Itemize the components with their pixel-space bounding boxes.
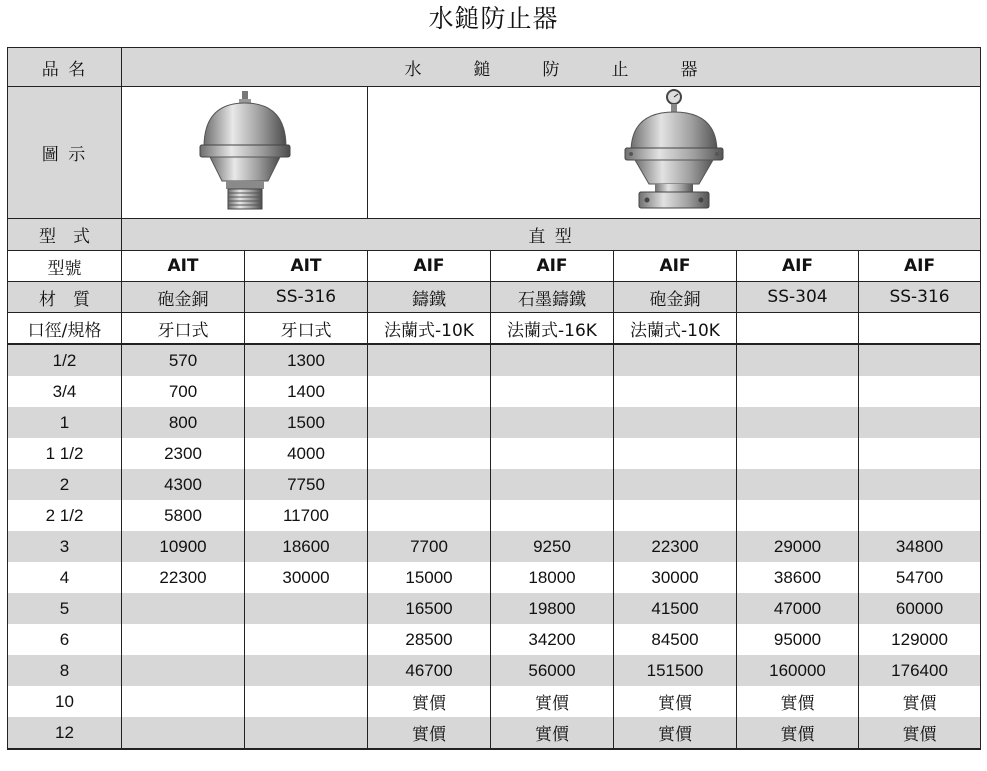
price-cell: 41500	[614, 593, 737, 624]
price-cell	[491, 376, 614, 407]
price-cell	[122, 717, 245, 749]
price-cell: 28500	[368, 624, 491, 655]
table-row	[8, 344, 981, 376]
price-cell: 10900	[122, 531, 245, 562]
price-cell: 實價	[368, 717, 491, 749]
price-cell: 1400	[245, 376, 368, 407]
price-cell	[368, 407, 491, 438]
price-cell	[737, 438, 859, 469]
price-cell	[368, 344, 491, 376]
price-cell	[245, 717, 368, 749]
page-title: 水鎚防止器	[428, 4, 559, 33]
material-cell: SS-316	[245, 282, 368, 313]
price-cell: 實價	[614, 717, 737, 749]
price-cell: 7750	[245, 469, 368, 500]
size-cell: 3	[8, 531, 122, 562]
price-cell: 18000	[491, 562, 614, 593]
price-cell: 1500	[245, 407, 368, 438]
price-cell: 60000	[859, 593, 981, 624]
price-cell: 22300	[122, 562, 245, 593]
price-cell: 實價	[737, 717, 859, 749]
product-name-row	[8, 48, 981, 87]
material-row	[8, 282, 981, 313]
table-row	[8, 686, 981, 717]
table-row	[8, 562, 981, 593]
price-cell: 34200	[491, 624, 614, 655]
material-cell: 砲金銅	[614, 282, 737, 313]
price-cell: 實價	[859, 686, 981, 717]
price-cell	[368, 500, 491, 531]
table-row	[8, 500, 981, 531]
price-cell: 29000	[737, 531, 859, 562]
spec-cell: 法蘭式-10K	[368, 313, 491, 345]
price-cell	[368, 438, 491, 469]
price-cell	[491, 344, 614, 376]
size-cell: 10	[8, 686, 122, 717]
size-cell: 3/4	[8, 376, 122, 407]
spec-cell	[859, 313, 981, 345]
price-cell: 18600	[245, 531, 368, 562]
table-row	[8, 717, 981, 749]
spec-cell: 法蘭式-10K	[614, 313, 737, 345]
price-cell	[245, 655, 368, 686]
model-cell: AIF	[368, 251, 491, 282]
price-cell	[614, 469, 737, 500]
price-cell: 實價	[491, 686, 614, 717]
price-cell	[122, 593, 245, 624]
price-cell	[614, 344, 737, 376]
price-cell: 570	[122, 344, 245, 376]
price-cell	[737, 407, 859, 438]
size-cell: 12	[8, 717, 122, 749]
flanged-arrestor-illustration	[619, 88, 729, 212]
price-cell: 4300	[122, 469, 245, 500]
size-cell: 1 1/2	[8, 438, 122, 469]
price-cell	[859, 407, 981, 438]
price-cell: 38600	[737, 562, 859, 593]
price-cell	[859, 469, 981, 500]
model-cell: AIT	[245, 251, 368, 282]
spec-cell: 法蘭式-16K	[491, 313, 614, 345]
price-cell: 30000	[614, 562, 737, 593]
threaded-arrestor-image	[122, 87, 368, 219]
model-cell: AIT	[122, 251, 245, 282]
price-cell: 實價	[614, 686, 737, 717]
type-row	[8, 219, 981, 251]
model-cell: AIF	[614, 251, 737, 282]
material-cell: SS-316	[859, 282, 981, 313]
price-cell: 47000	[737, 593, 859, 624]
price-cell	[245, 686, 368, 717]
price-cell: 34800	[859, 531, 981, 562]
price-cell	[859, 344, 981, 376]
price-cell	[491, 469, 614, 500]
name-label: 品 名	[8, 48, 122, 87]
price-cell: 2300	[122, 438, 245, 469]
product-name: 水鎚防止器	[122, 48, 981, 87]
price-cell: 實價	[859, 717, 981, 749]
price-cell: 160000	[737, 655, 859, 686]
price-cell	[491, 407, 614, 438]
price-cell: 84500	[614, 624, 737, 655]
price-cell: 9250	[491, 531, 614, 562]
threaded-arrestor-illustration	[190, 89, 300, 211]
price-cell: 7700	[368, 531, 491, 562]
spec-row	[8, 313, 981, 345]
price-cell: 129000	[859, 624, 981, 655]
image-row	[8, 87, 981, 219]
spec-label: 口徑/規格	[8, 313, 122, 345]
table-row	[8, 593, 981, 624]
model-row	[8, 251, 981, 282]
size-cell: 8	[8, 655, 122, 686]
material-cell: 鑄鐵	[368, 282, 491, 313]
price-cell	[368, 376, 491, 407]
price-cell	[491, 500, 614, 531]
material-cell: 砲金銅	[122, 282, 245, 313]
price-cell	[245, 593, 368, 624]
price-cell: 95000	[737, 624, 859, 655]
price-cell	[368, 469, 491, 500]
price-cell: 800	[122, 407, 245, 438]
price-cell	[859, 500, 981, 531]
material-cell: SS-304	[737, 282, 859, 313]
price-cell: 實價	[491, 717, 614, 749]
spec-cell	[737, 313, 859, 345]
price-cell: 實價	[368, 686, 491, 717]
spec-cell: 牙口式	[122, 313, 245, 345]
size-cell: 4	[8, 562, 122, 593]
price-cell: 22300	[614, 531, 737, 562]
table-row	[8, 376, 981, 407]
price-cell	[614, 407, 737, 438]
price-cell: 實價	[737, 686, 859, 717]
price-cell	[859, 438, 981, 469]
table-row	[8, 655, 981, 686]
price-cell: 5800	[122, 500, 245, 531]
price-cell	[737, 500, 859, 531]
price-cell	[122, 624, 245, 655]
size-cell: 1/2	[8, 344, 122, 376]
price-cell: 176400	[859, 655, 981, 686]
size-cell: 2	[8, 469, 122, 500]
price-cell	[122, 655, 245, 686]
price-cell: 11700	[245, 500, 368, 531]
table-row	[8, 624, 981, 655]
price-table	[7, 47, 981, 750]
image-label: 圖 示	[8, 87, 122, 219]
price-cell	[245, 624, 368, 655]
price-cell: 700	[122, 376, 245, 407]
type-value: 直 型	[122, 219, 981, 251]
spec-cell: 牙口式	[245, 313, 368, 345]
price-cell: 151500	[614, 655, 737, 686]
price-cell	[859, 376, 981, 407]
flanged-arrestor-image	[368, 87, 981, 219]
material-cell: 石墨鑄鐵	[491, 282, 614, 313]
price-cell: 54700	[859, 562, 981, 593]
table-row	[8, 531, 981, 562]
price-cell	[737, 376, 859, 407]
price-cell: 46700	[368, 655, 491, 686]
model-cell: AIF	[859, 251, 981, 282]
model-cell: AIF	[737, 251, 859, 282]
size-cell: 5	[8, 593, 122, 624]
model-cell: AIF	[491, 251, 614, 282]
size-cell: 2 1/2	[8, 500, 122, 531]
price-cell: 30000	[245, 562, 368, 593]
price-cell	[122, 686, 245, 717]
material-label: 材 質	[8, 282, 122, 313]
price-cell: 1300	[245, 344, 368, 376]
price-cell: 4000	[245, 438, 368, 469]
size-cell: 1	[8, 407, 122, 438]
type-label: 型 式	[8, 219, 122, 251]
table-row	[8, 438, 981, 469]
size-cell: 6	[8, 624, 122, 655]
price-cell	[614, 376, 737, 407]
table-row	[8, 469, 981, 500]
price-cell	[737, 469, 859, 500]
table-row	[8, 407, 981, 438]
price-cell: 56000	[491, 655, 614, 686]
price-cell: 16500	[368, 593, 491, 624]
model-label: 型號	[8, 251, 122, 282]
price-cell	[491, 438, 614, 469]
price-cell: 19800	[491, 593, 614, 624]
price-cell	[737, 344, 859, 376]
price-cell: 15000	[368, 562, 491, 593]
price-cell	[614, 438, 737, 469]
price-cell	[614, 500, 737, 531]
